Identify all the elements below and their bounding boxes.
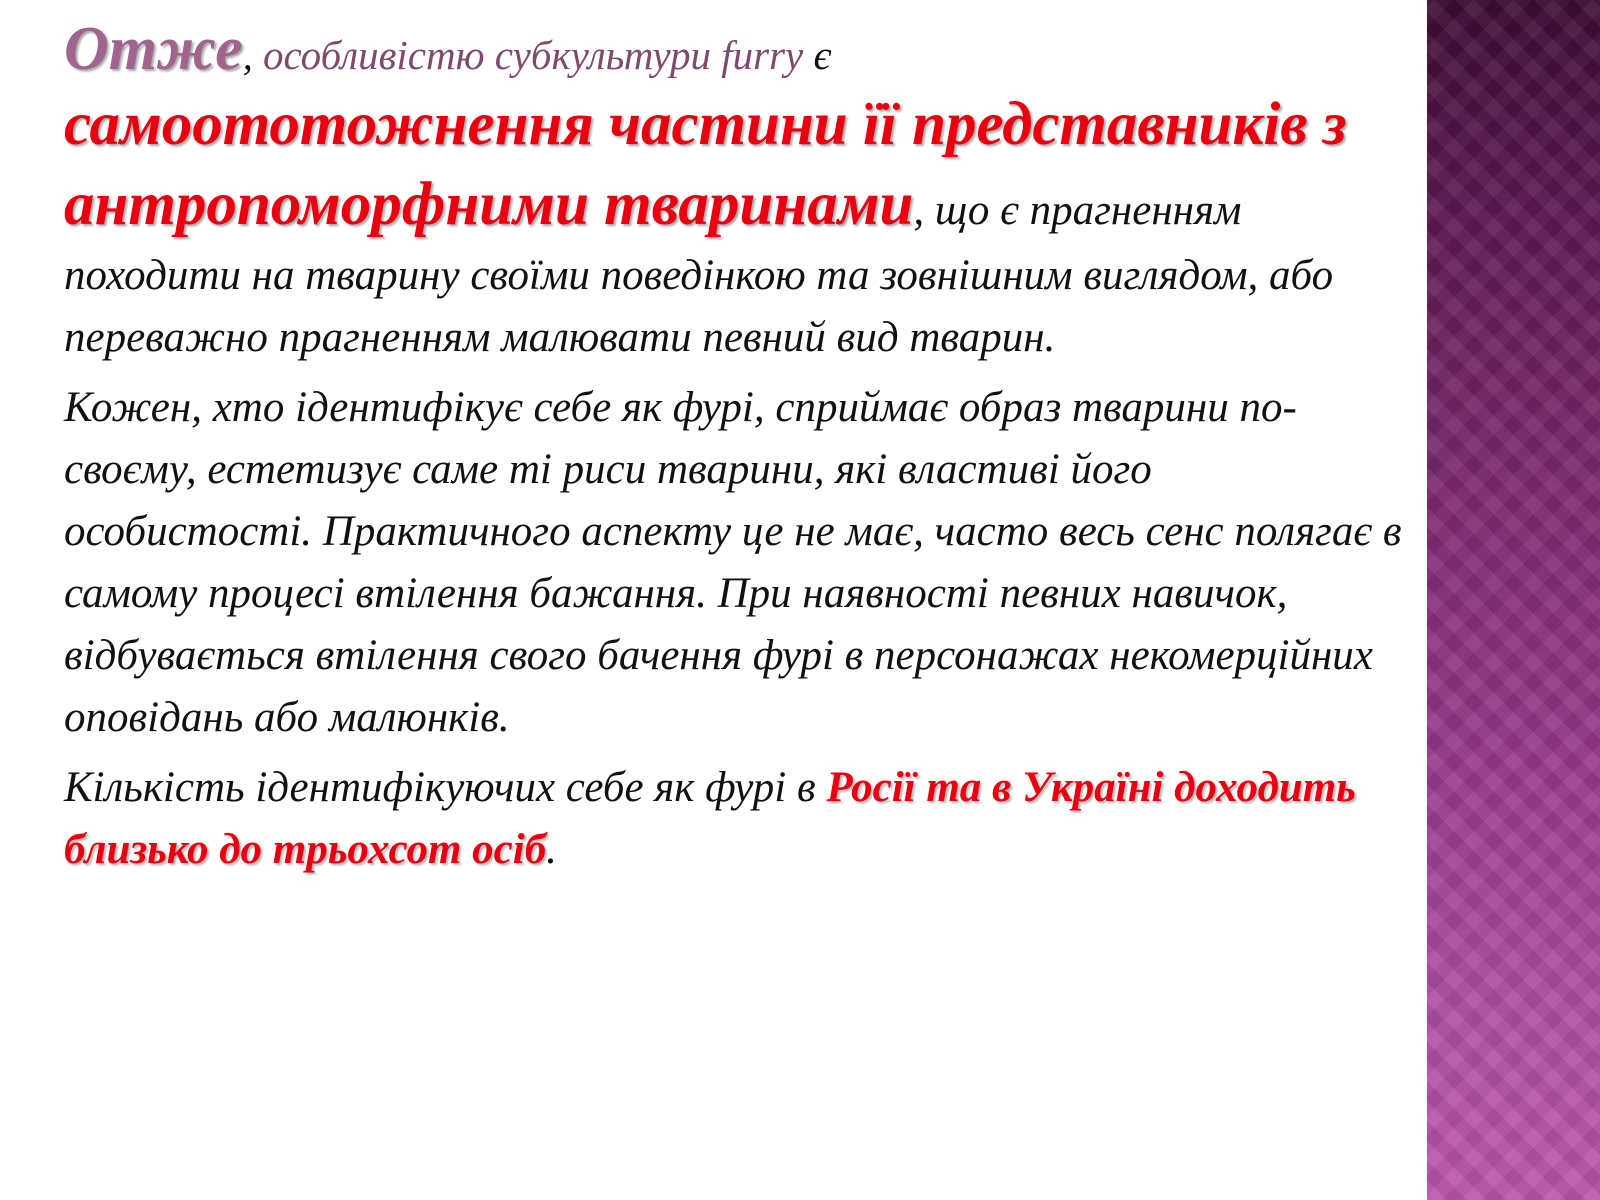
lead-phrase: особливістю субкультури furry <box>252 32 814 78</box>
lead-word: Отже <box>64 15 243 83</box>
paragraph-3 <box>64 757 1404 881</box>
lead-comma: , <box>242 33 253 78</box>
highlight-count: Росії та в Україні доходить близько до трьохсот осіб <box>64 764 1356 873</box>
slide-content <box>64 14 1404 881</box>
highlight-self-identification: самоототожнення частини її представників з антропоморфними тваринами <box>64 91 1347 238</box>
lead-verb: є <box>813 32 832 78</box>
paragraph-1 <box>64 14 1404 369</box>
paragraph-3-text: Кількість ідентифікуючих себе як фурі в <box>64 764 827 811</box>
decorative-side-band <box>1427 0 1600 1200</box>
paragraph-3-end: . <box>546 826 557 873</box>
paragraph-2: Кожен, хто ідентифікує себе як фурі, сприймає образ тварини по-своєму, естетизує саме ті риси тварини, які властиві його особистості. Практичного аспекту це не має, часто весь сенс полягає в самому процесі втілення бажання. При наявності певних навичок, відбувається втілення свого бачення фурі в персонажах некомерційних оповідань або малюнків. <box>64 384 1402 741</box>
paragraph-1-rest: , що є прагненням походити на тварину своїми поведінкою та зовнішним виглядом, або переважно прагненням малювати певний вид тварин. <box>64 187 1334 361</box>
